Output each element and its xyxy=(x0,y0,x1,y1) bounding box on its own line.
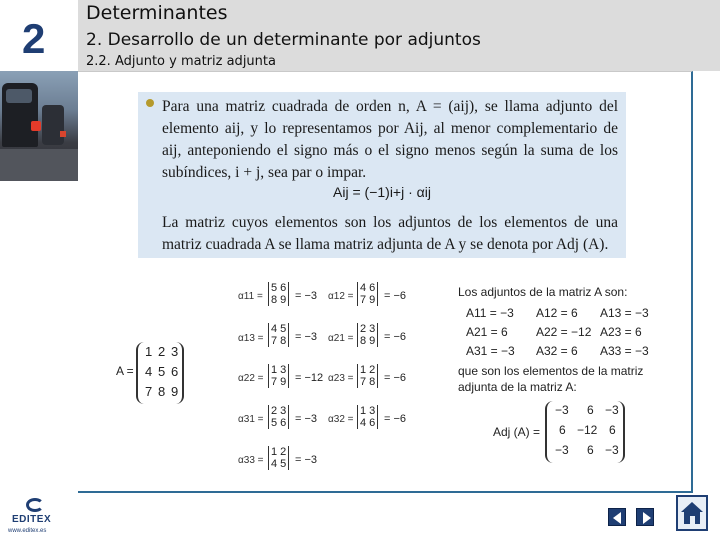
minor-label: α32 = xyxy=(328,414,354,425)
minor-result: = −6 xyxy=(384,331,407,343)
minor-determinant: 5 6 8 9 xyxy=(268,282,289,306)
next-button[interactable] xyxy=(636,508,654,526)
header-bar xyxy=(0,0,720,71)
minor-label: α33 = xyxy=(238,455,264,466)
section-title: 2.2. Adjunto y matriz adjunta xyxy=(86,54,276,69)
adjuntos-title: Los adjuntos de la matriz A son: xyxy=(458,285,628,299)
conclusion-text: que son los elementos de la matriz xyxy=(458,364,644,378)
minor-result: = −6 xyxy=(384,372,407,384)
adjunto-value: A11 = −3 xyxy=(466,306,514,320)
page-title: Determinantes xyxy=(86,2,228,24)
minor-label: α23 = xyxy=(328,373,354,384)
matrix-a xyxy=(136,342,184,404)
minor-label: α11 = xyxy=(238,291,263,302)
matrix-cell: −3 xyxy=(605,443,619,457)
adjunto-value: A33 = −3 xyxy=(600,344,649,358)
matrix-cell: −12 xyxy=(577,423,598,437)
prev-button[interactable] xyxy=(608,508,626,526)
adjunto-value: A23 = 6 xyxy=(600,325,642,339)
matrix-cell: 1 xyxy=(145,344,153,359)
matrix-cell: −3 xyxy=(555,403,569,417)
matrix-cell: −3 xyxy=(605,403,619,417)
minor-result: = −3 xyxy=(295,454,318,466)
minor-result: = −6 xyxy=(384,290,407,302)
matrix-a-label: A = xyxy=(116,364,134,378)
matrix-cell: 9 xyxy=(171,384,179,399)
minor-label: α22 = xyxy=(238,373,264,384)
minor-determinant: 1 2 7 8 xyxy=(357,364,378,388)
definition-paragraph: Para una matriz cuadrada de orden n, A = (aij), se llama adjunto del elemento aij, y lo representamos por Aij, al menor complementario de aij, anteponiendo el signo más o el signo menos según la suma de los subíndices, i + j, sea par o impar. xyxy=(162,98,618,181)
traffic-photo xyxy=(0,71,78,181)
bullet-icon xyxy=(146,99,154,107)
editex-logo-icon xyxy=(26,498,44,512)
matrix-cell: 6 xyxy=(559,423,566,437)
matrix-cell: 4 xyxy=(145,364,153,379)
matrix-cell: 8 xyxy=(158,384,166,399)
matriz-adjunta-paragraph: La matriz cuyos elementos son los adjuntos de los elementos de una matriz cuadrada A se llama matriz adjunta de A y se denota por Adj (A). xyxy=(162,214,618,253)
minor-result: = −12 xyxy=(295,372,324,384)
minor-result: = −3 xyxy=(295,413,318,425)
matrix-cell: 6 xyxy=(587,403,594,417)
adjunto-value: A31 = −3 xyxy=(466,344,515,358)
minor-determinant: 1 3 7 9 xyxy=(268,364,289,388)
minor-result: = −3 xyxy=(295,290,318,302)
matrix-cell: 7 xyxy=(145,384,153,399)
adjunto-value: A32 = 6 xyxy=(536,344,578,358)
logo-url[interactable]: www.editex.es xyxy=(8,528,47,534)
arrow-left-icon xyxy=(609,509,627,527)
matrix-cell: 6 xyxy=(587,443,594,457)
adjunto-value: A21 = 6 xyxy=(466,325,508,339)
minor-determinant: 1 2 4 5 xyxy=(268,446,289,470)
adjunto-value: A13 = −3 xyxy=(600,306,649,320)
minor-determinant: 2 3 8 9 xyxy=(357,323,378,347)
conclusion-text: adjunta de la matriz A: xyxy=(458,380,577,394)
minor-result: = −6 xyxy=(384,413,407,425)
home-button[interactable] xyxy=(676,495,708,531)
adjunto-value: A12 = 6 xyxy=(536,306,578,320)
adjunto-formula: Aij = (−1)i+j · αij xyxy=(333,184,431,200)
chapter-badge xyxy=(0,0,78,71)
arrow-right-icon xyxy=(637,509,655,527)
minor-label: α21 = xyxy=(328,333,354,344)
matrix-cell: 5 xyxy=(158,364,166,379)
matrix-cell: 6 xyxy=(609,423,616,437)
matrix-cell: 3 xyxy=(171,344,179,359)
adjunto-value: A22 = −12 xyxy=(536,325,592,339)
matrix-cell: −3 xyxy=(555,443,569,457)
matrix-cell: 6 xyxy=(171,364,179,379)
definition-box xyxy=(138,92,626,258)
minor-determinant: 1 3 4 6 xyxy=(357,405,378,429)
minor-result: = −3 xyxy=(295,331,318,343)
matrix-cell: 2 xyxy=(158,344,166,359)
minor-determinant: 4 5 7 8 xyxy=(268,323,289,347)
adj-matrix xyxy=(545,401,625,463)
chapter-number: 2 xyxy=(22,15,46,62)
minor-determinant: 2 3 5 6 xyxy=(268,405,289,429)
minor-label: α12 = xyxy=(328,291,354,302)
page-subtitle: 2. Desarrollo de un determinante por adjuntos xyxy=(86,30,481,50)
home-icon xyxy=(678,497,706,529)
minor-label: α31 = xyxy=(238,414,264,425)
minor-label: α13 = xyxy=(238,333,264,344)
minor-determinant: 4 6 7 9 xyxy=(357,282,378,306)
adj-matrix-label: Adj (A) = xyxy=(493,425,541,439)
logo-text: EDITEX xyxy=(12,514,52,525)
